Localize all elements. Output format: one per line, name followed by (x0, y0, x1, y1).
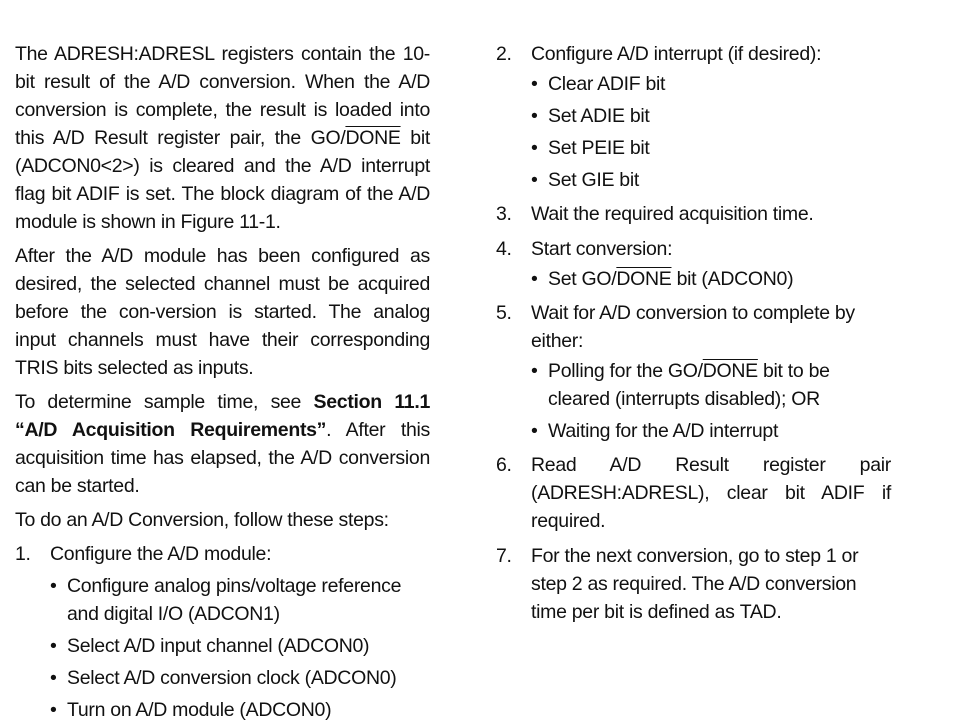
tad-symbol: TAD (739, 601, 777, 623)
section-reference: Section 11.1 “A/D Acquisition Requirements” (15, 391, 430, 441)
step-1 (15, 540, 430, 568)
list-item: • Waiting for the A/D interrupt (531, 420, 779, 442)
paragraph-configured: After the A/D module has been configured as desired, the selected channel must be acquired before the con-version is started. The analog input channels must have their corresponding TRIS bits selected as inputs. (15, 245, 430, 379)
list-item: • Set GIE bit (531, 169, 639, 191)
done-overline-text: DONE (345, 127, 401, 149)
step-text: For the next conversion, go to step 1 or step 2 as required. The A/D conversion time per bit is defined as TAD. (531, 545, 859, 623)
step-4 (496, 235, 891, 263)
list-item: • Configure analog pins/voltage reference and digital I/O (ADCON1) (50, 575, 402, 625)
list-item: • Set ADIE bit (531, 105, 650, 127)
paragraph-sample-time: To determine sample time, see Section 11.1 “A/D Acquisition Requirements”. After this acquisition time has elapsed, the A/D conversion can be started. (15, 391, 430, 497)
list-item: • Polling for the GO/DONE bit to be cleared (interrupts disabled); OR (531, 360, 830, 410)
paragraph-steps-intro: To do an A/D Conversion, follow these steps: (15, 509, 389, 531)
step-5 (496, 299, 891, 355)
step-number: 2. (496, 43, 512, 65)
list-item: • Turn on A/D module (ADCON0) (50, 699, 332, 721)
step-number: 3. (496, 203, 512, 225)
step-number: 1. (15, 543, 31, 565)
list-item: • Set PEIE bit (531, 137, 650, 159)
list-item: • Select A/D input channel (ADCON0) (50, 635, 370, 657)
right-column (496, 40, 891, 633)
list-item: • Set GO/DONE bit (ADCON0) (531, 268, 794, 290)
step-text: Read A/D Result register pair (ADRESH:ADRESL), clear bit ADIF if required. (531, 454, 891, 532)
step-number: 4. (496, 238, 512, 260)
done-overline-text: DONE (702, 360, 758, 382)
left-column (15, 40, 430, 724)
list-item: • Select A/D conversion clock (ADCON0) (50, 667, 397, 689)
step-5-bullets (496, 357, 891, 445)
step-7 (496, 542, 891, 626)
step-6 (496, 451, 891, 535)
step-number: 5. (496, 302, 512, 324)
step-text: Configure A/D interrupt (if desired): (531, 43, 822, 65)
list-item: • Clear ADIF bit (531, 73, 666, 95)
paragraph-adresh-result: The ADRESH:ADRESL registers contain the 10-bit result of the A/D conversion. When the A/D conversion is complete, the result is loaded into this A/D Result register pair, the GO/DONE bit (ADCON0<2>) is cleared and the A/D interrupt flag bit ADIF is set. The block diagram of the A/D module is shown in Figure 11-1. (15, 43, 430, 233)
step-1-bullets (15, 572, 430, 724)
step-text: Start conversion: (531, 238, 673, 260)
step-2-bullets (496, 70, 891, 194)
step-text: Wait for A/D conversion to complete by either: (531, 302, 855, 352)
step-number: 6. (496, 454, 512, 476)
step-number: 7. (496, 545, 512, 567)
step-text: Wait the required acquisition time. (531, 203, 814, 225)
step-3 (496, 200, 891, 228)
step-4-bullets (496, 265, 891, 293)
step-2 (496, 40, 891, 68)
done-overline-text: DONE (616, 268, 672, 290)
step-text: Configure the A/D module: (50, 543, 272, 565)
